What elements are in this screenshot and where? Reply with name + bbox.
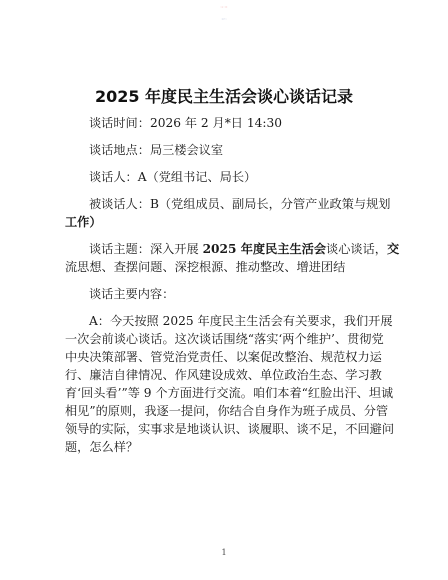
topic-text-a: 深入开展: [149, 242, 203, 256]
speaker-label: 谈话人：: [89, 170, 138, 184]
paragraph-line: 相见”的原则，我逐一提问，你结合自身作为班子成员、分管: [65, 404, 389, 418]
listener-value: B（党组成员、副局长，分管产业政策与规划: [149, 197, 391, 211]
listener-line: [89, 195, 395, 212]
topic-label: 谈话主题：: [89, 242, 150, 256]
document-title: 2025 年度民主生活会谈心谈话记录: [94, 87, 354, 106]
time-label: 谈话时间：: [89, 116, 150, 130]
paragraph-line: 一次会前谈心谈话。这次谈话围绕“落实‘两个维护’、贯彻党: [65, 332, 384, 346]
paragraph-line: 中央决策部署、管党治党责任、以案促改整治、规范权力运: [65, 350, 382, 364]
topic-line: [89, 240, 400, 257]
time-line: [89, 114, 395, 131]
speaker-value: A（党组书记、局长）: [137, 170, 257, 184]
paragraph-line: 题，怎么样？: [65, 440, 139, 454]
paragraph-line: A：今天按照 2025 年度民主生活会有关要求，我们开展: [89, 314, 393, 328]
page-number: 1: [221, 548, 227, 557]
topic-line-2: 流思想、查摆问题、深挖根源、推动整改、增进团结: [65, 260, 346, 274]
content-label: 谈话主要内容：: [89, 287, 175, 301]
place-value: 局三楼会议室: [149, 143, 224, 157]
place-line: [89, 141, 395, 158]
paragraph-line: 育‘回头看’”等 9 个方面进行交流。咱们本着“红脸出汗、坦诚: [65, 386, 394, 400]
paragraph-line: 行、廉洁自律情况、作风建设成效、单位政治生态、学习教: [65, 368, 382, 382]
topic-text-b: 2025 年度民主生活会: [202, 242, 327, 256]
paragraph-line: 领导的实际，实事求是地谈认识、谈履职、谈不足，不回避问: [65, 422, 395, 436]
topic-text-d: 交: [386, 242, 400, 256]
listener-line-continued: 工作）: [65, 215, 102, 229]
listener-label: 被谈话人：: [89, 197, 150, 211]
place-label: 谈话地点：: [89, 143, 150, 157]
speaker-line: [89, 168, 395, 185]
time-value: 2026 年 2 月*日 14:30: [149, 116, 282, 130]
topic-text-c: 谈心谈话，: [326, 242, 387, 256]
